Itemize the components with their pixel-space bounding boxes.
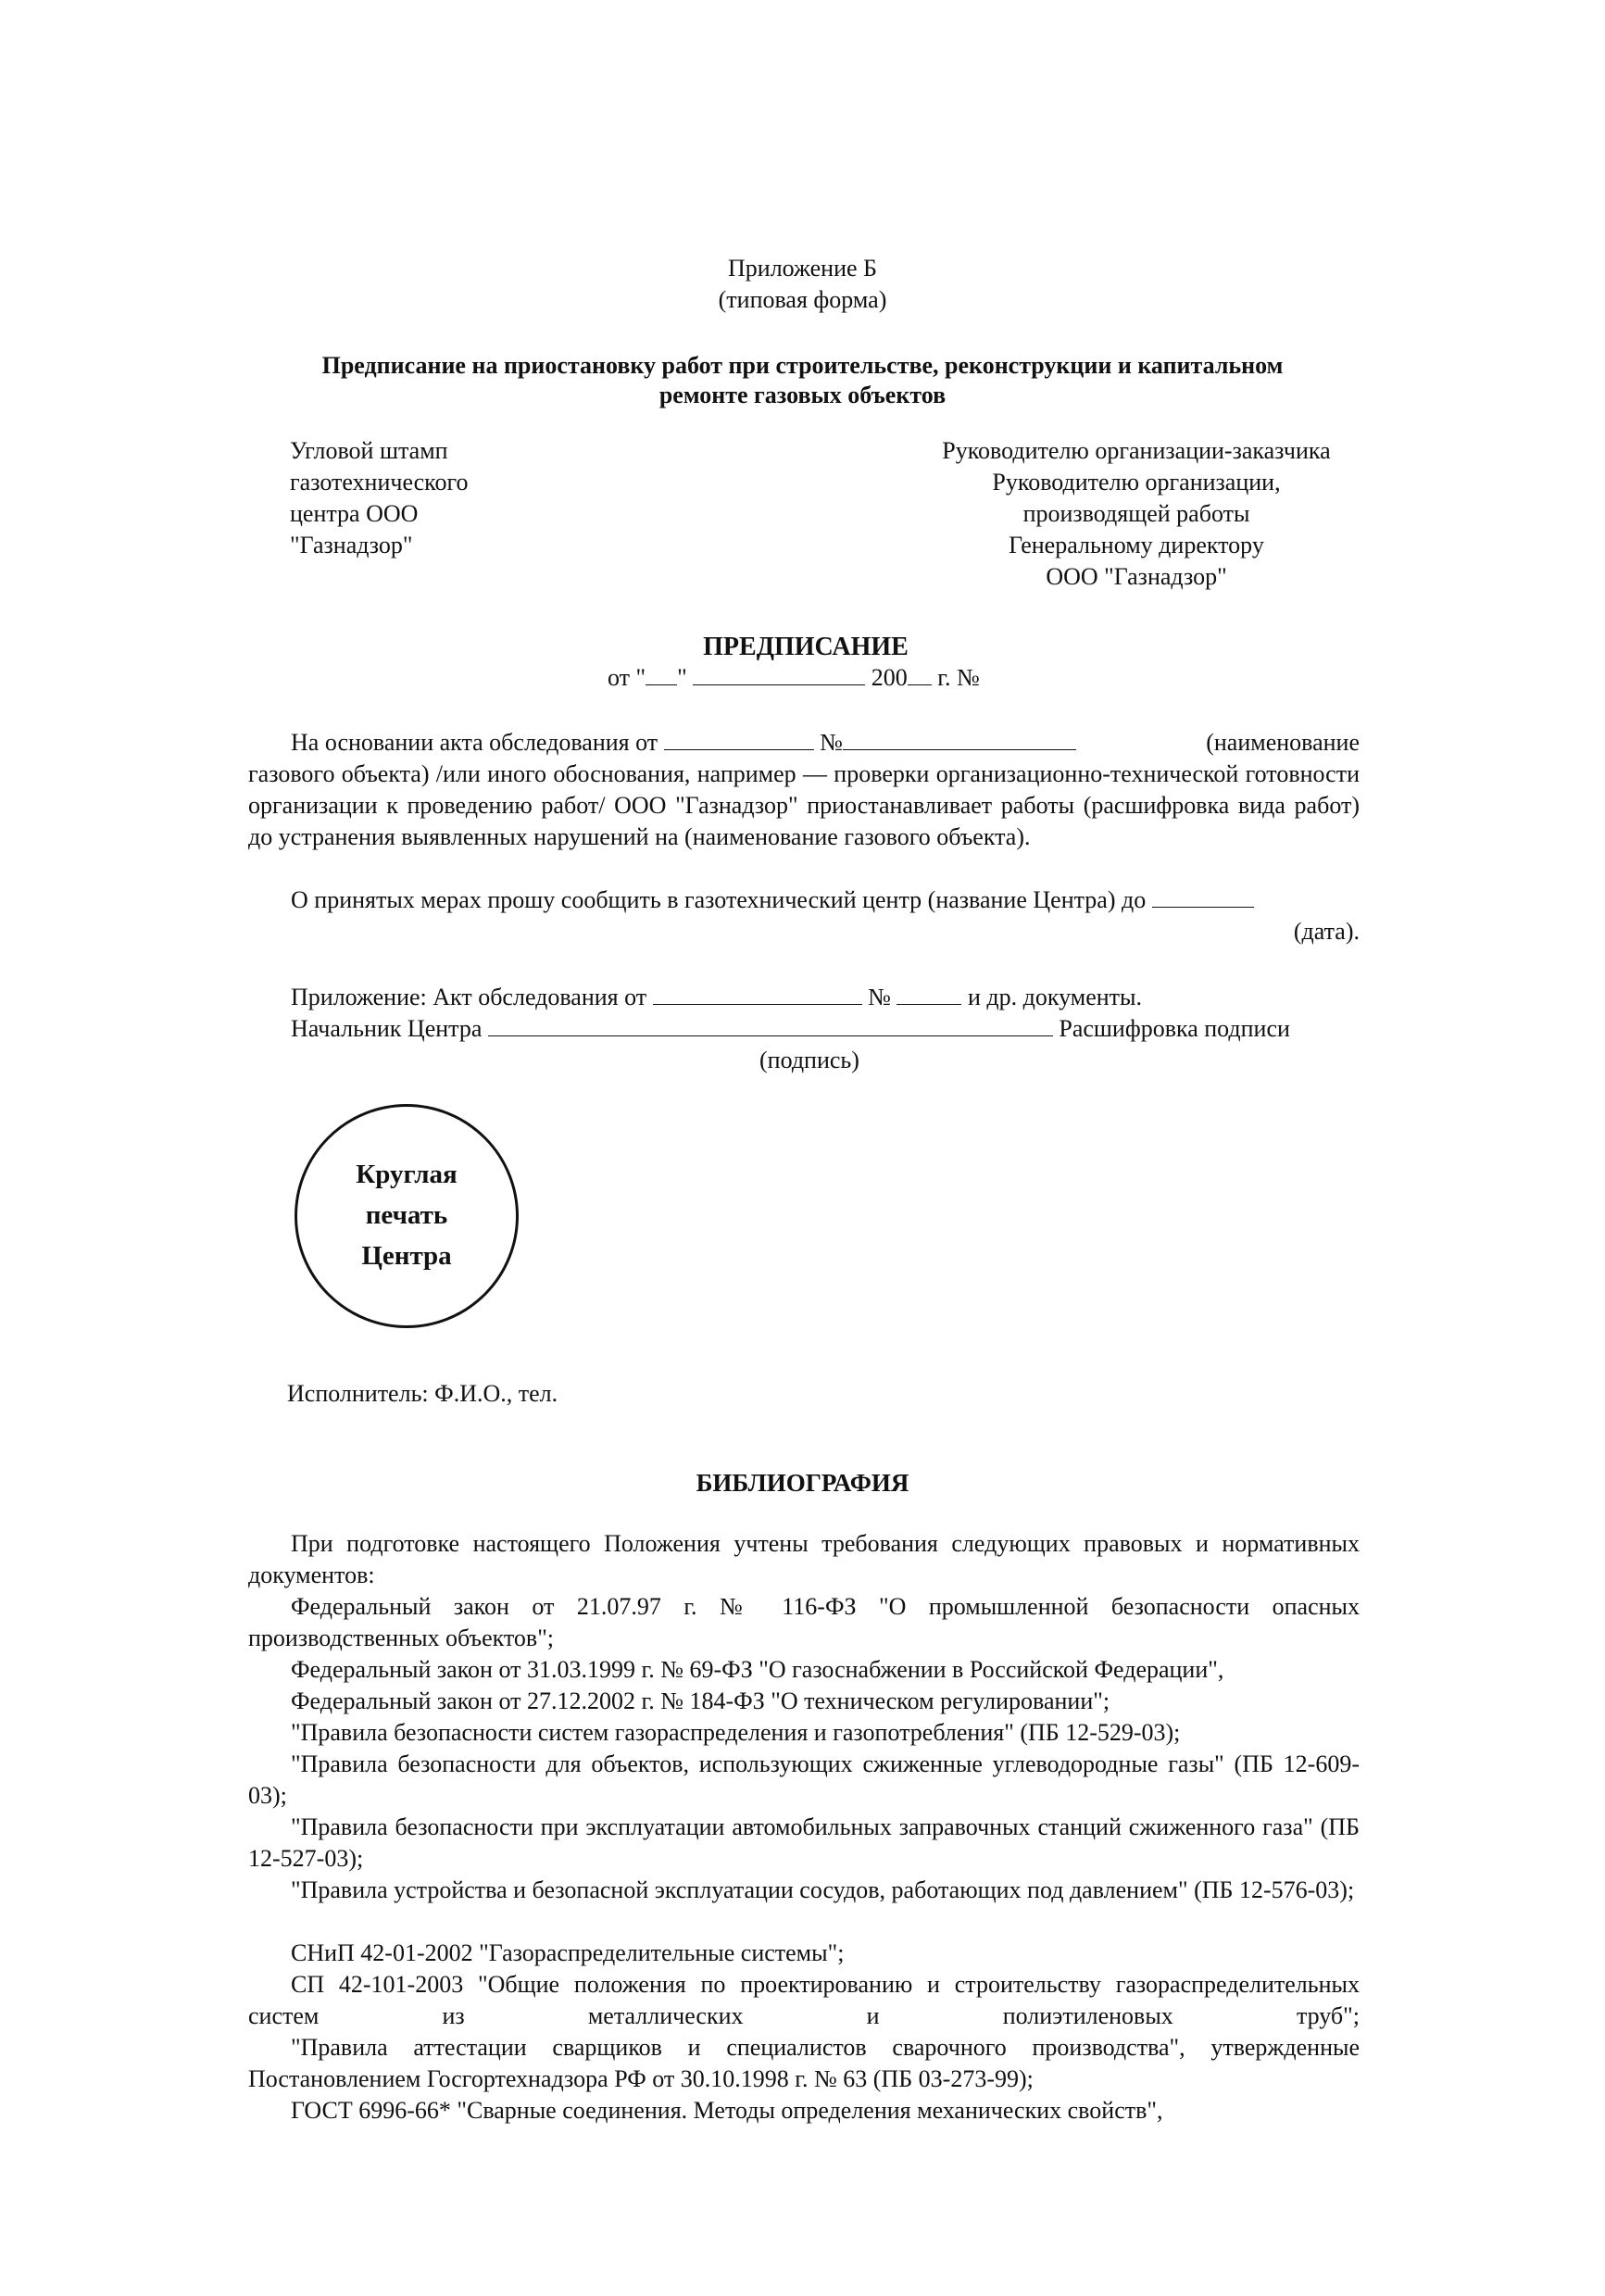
attachment-number-blank — [897, 982, 961, 1005]
signature-caption: (подпись) — [759, 1047, 859, 1073]
signature-label: Начальник Центра — [291, 1015, 483, 1042]
order-date-quote: " — [677, 664, 687, 691]
stamp-line-2: печать — [365, 1200, 448, 1230]
appendix-subtitle: (типовая форма) — [718, 286, 887, 313]
year-blank — [908, 662, 932, 685]
p1-num: № — [820, 729, 843, 756]
signature-line — [291, 1013, 1290, 1045]
corner-stamp-line: Угловой штамп — [290, 437, 448, 464]
signature-decode: Расшифровка подписи — [1059, 1015, 1290, 1042]
p1-name: (наименование — [1206, 729, 1360, 756]
bibliography-item: "Правила безопасности при эксплуатации автомобильных заправочных станций сжиженного газа" (ПБ 12-527-03); — [248, 1813, 1360, 1872]
bibliography-item: СП 42-101-2003 "Общие положения по проектированию и строительству газораспределительных систем из металлических и полиэтиленовых труб"; — [248, 1971, 1360, 2029]
p1-first-line — [291, 727, 1076, 759]
order-date-prefix: от " — [608, 664, 646, 691]
bibliography-item: "Правила безопасности систем газораспределения и газопотребления" (ПБ 12-529-03); — [291, 1719, 1181, 1746]
bibliography-item: Федеральный закон от 21.07.97 г. № 116-ФЗ "О промышленной безопасности опасных производственных объектов"; — [248, 1593, 1360, 1651]
stamp-line-1: Круглая — [356, 1160, 458, 1189]
p1-body: газового объекта) /или иного обоснования, например — проверки организационно-технической готовности организации к проведению работ/ ООО "Газнадзор" приостанавливает работы (расшифровка вида работ) до устранения выявленных нарушений на (наименование газового объекта). — [248, 760, 1360, 850]
p2-line — [291, 885, 1254, 916]
attachment-label: Приложение: Акт обследования от — [291, 984, 647, 1010]
bibliography-item: Федеральный закон от 31.03.1999 г. № 69-ФЗ "О газоснабжении в Российской Федерации", — [291, 1656, 1224, 1683]
executor: Исполнитель: Ф.И.О., тел. — [287, 1380, 558, 1407]
recipient-line: Генеральному директору — [1009, 532, 1264, 558]
corner-stamp-line: центра ООО — [290, 500, 419, 527]
deadline-blank — [1152, 885, 1254, 908]
stamp-line-3: Центра — [361, 1241, 452, 1271]
attachment-date-blank — [653, 982, 862, 1005]
attachment-line — [291, 982, 1142, 1013]
bibliography-item: Федеральный закон от 27.12.2002 г. № 184-ФЗ "О техническом регулировании"; — [291, 1687, 1110, 1714]
bibliography-item: ГОСТ 6996-66* "Сварные соединения. Методы определения механических свойств", — [291, 2097, 1163, 2124]
order-year-suffix: г. № — [937, 664, 980, 691]
heading-line-1: Предписание на приостановку работ при строительстве, реконструкции и капитальном — [321, 352, 1284, 379]
order-title: ПРЕДПИСАНИЕ — [703, 633, 909, 661]
order-year: 200 — [871, 664, 908, 691]
recipient-line: ООО "Газнадзор" — [1046, 563, 1227, 590]
attachment-rest: и др. документы. — [967, 984, 1142, 1010]
signature-blank — [488, 1013, 1053, 1036]
bibliography-item: "Правила устройства и безопасной эксплуатации сосудов, работающих под давлением" (ПБ 12-576-03); — [291, 1876, 1355, 1903]
bibliography-title: БИБЛИОГРАФИЯ — [696, 1469, 909, 1497]
act-number-blank — [843, 727, 1076, 750]
bibliography-item: "Правила аттестации сварщиков и специалистов сварочного производства", утвержденные Постановлением Госгортехнадзора РФ от 30.10.1998 г. № 63 (ПБ 03-273-99); — [248, 2034, 1360, 2092]
order-date-line — [608, 662, 980, 694]
p2-date: (дата). — [1293, 918, 1360, 945]
recipient-line: Руководителю организации-заказчика — [942, 437, 1331, 464]
heading-line-2: ремонте газовых объектов — [658, 382, 947, 408]
appendix-title: Приложение Б — [728, 255, 877, 282]
bibliography-item: "Правила безопасности для объектов, использующих сжиженные углеводородные газы" (ПБ 12-609-03); — [248, 1750, 1360, 1809]
corner-stamp-line: газотехнического — [290, 469, 469, 496]
round-stamp — [295, 1104, 519, 1328]
corner-stamp-line: "Газнадзор" — [290, 532, 413, 558]
bibliography-item: СНиП 42-01-2002 "Газораспределительные системы"; — [291, 1939, 845, 1966]
attachment-num: № — [868, 984, 891, 1010]
recipient-line: Руководителю организации, — [992, 469, 1281, 496]
act-date-blank — [664, 727, 814, 750]
p1-start: На основании акта обследования от — [291, 729, 658, 756]
day-blank — [646, 662, 677, 685]
recipient-line: производящей работы — [1022, 500, 1250, 527]
p2-text: О принятых мерах прошу сообщить в газотехнический центр (название Центра) до — [291, 886, 1147, 913]
month-blank — [693, 662, 865, 685]
bibliography-intro: При подготовке настоящего Положения учтены требования следующих правовых и нормативных документов: — [248, 1530, 1360, 1588]
